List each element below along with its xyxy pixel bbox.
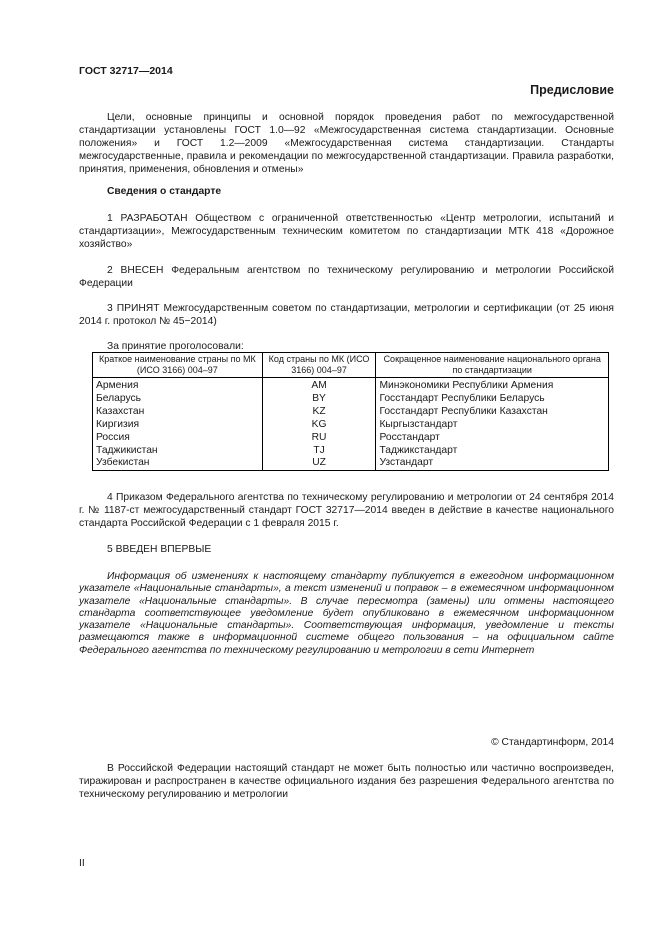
changes-notice: Информация об изменениях к настоящему стандарту публикуется в ежегодном информационном указателе «Национальные стандарты», а текст изменений и поправок – в ежемесячном информационном указателе «Национальные стандарты». В случае пересмотра (замены) или отмены настоящего стандарта соответствующее уведомление будет опубликовано в ежемесячном информационном указателе «Национальные стандарты». Соответствующая информация, уведомление и тексты размещаются также в информационной системе общего пользования – на официальном сайте Федерального агентства по техническому регулированию и метрологии в сети Интернет [79, 571, 614, 656]
legal-notice: В Российской Федерации настоящий стандарт не может быть полностью или частично воспроизведен, тиражирован и распространен в качестве официального издания без разрешения Федерального агентства по техническому регулированию и метрологии [79, 763, 614, 800]
table-row [93, 457, 609, 470]
table-row [93, 406, 609, 419]
cell-body: Узстандарт [376, 457, 609, 470]
header-standards-body: Сокращенное наименование национального органа по стандартизации [376, 353, 609, 378]
cell-code: BY [262, 393, 376, 406]
cell-body: Минэкономики Республики Армения [376, 378, 609, 393]
cell-body: Госстандарт Республики Беларусь [376, 393, 609, 406]
cell-country: Россия [93, 432, 263, 445]
table-row [93, 432, 609, 445]
cell-country: Казахстан [93, 406, 263, 419]
item-order: 4 Приказом Федерального агентства по техническому регулированию и метрологии от 24 сентября 2014 г. № 1187-ст межгосударственный стандарт ГОСТ 32717—2014 введен в действие в качестве национального стандарта Российской Федерации с 1 февраля 2015 г. [79, 492, 614, 529]
item-introduced: 5 ВВЕДЕН ВПЕРВЫЕ [107, 544, 212, 555]
page-title: Предисловие [530, 83, 614, 97]
cell-code: KZ [262, 406, 376, 419]
section-heading: Сведения о стандарте [107, 186, 222, 197]
cell-country: Таджикистан [93, 445, 263, 458]
header-country-name: Краткое наименование страны по МК (ИСО 3166) 004–97 [93, 353, 263, 378]
table-row [93, 393, 609, 406]
table-row [93, 419, 609, 432]
item-adopted: 3 ПРИНЯТ Межгосударственным советом по стандартизации, метрологии и сертификации (от 25 июня 2014 г. протокол № 45−2014) [79, 303, 614, 327]
cell-body: Росстандарт [376, 432, 609, 445]
item-submitted: 2 ВНЕСЕН Федеральным агентством по техническому регулированию и метрологии Российской Федерации [79, 265, 614, 289]
table-caption: За принятие проголосовали: [107, 341, 244, 352]
cell-body: Кыргызстандарт [376, 419, 609, 432]
table-row [93, 378, 609, 393]
cell-country: Узбекистан [93, 457, 263, 470]
cell-country: Киргизия [93, 419, 263, 432]
page-number: II [79, 858, 85, 869]
cell-code: UZ [262, 457, 376, 470]
voting-table [92, 352, 609, 471]
table-header-row [93, 353, 609, 378]
cell-country: Беларусь [93, 393, 263, 406]
cell-body: Госстандарт Республики Казахстан [376, 406, 609, 419]
document-code-header: ГОСТ 32717—2014 [79, 65, 173, 77]
cell-code: TJ [262, 445, 376, 458]
cell-code: KG [262, 419, 376, 432]
copyright-line: © Стандартинформ, 2014 [491, 737, 614, 748]
cell-country: Армения [93, 378, 263, 393]
table-row [93, 445, 609, 458]
header-country-code: Код страны по МК (ИСО 3166) 004–97 [262, 353, 376, 378]
item-developed: 1 РАЗРАБОТАН Обществом с ограниченной ответственностью «Центр метрологии, испытаний и стандартизации», Межгосударственным техническим комитетом по стандартизации МТК 418 «Дорожное хозяйство» [79, 213, 614, 250]
cell-code: AM [262, 378, 376, 393]
cell-code: RU [262, 432, 376, 445]
cell-body: Таджикстандарт [376, 445, 609, 458]
intro-paragraph: Цели, основные принципы и основной порядок проведения работ по межгосударственной стандартизации установлены ГОСТ 1.0—92 «Межгосударственная система стандартизации. Основные положения» и ГОСТ 1.2—2009 «Межгосударственная система стандартизации. Стандарты межгосударственные, правила и рекомендации по межгосударственной стандартизации. Правила разработки, принятия, применения, обновления и отмены» [79, 112, 614, 175]
